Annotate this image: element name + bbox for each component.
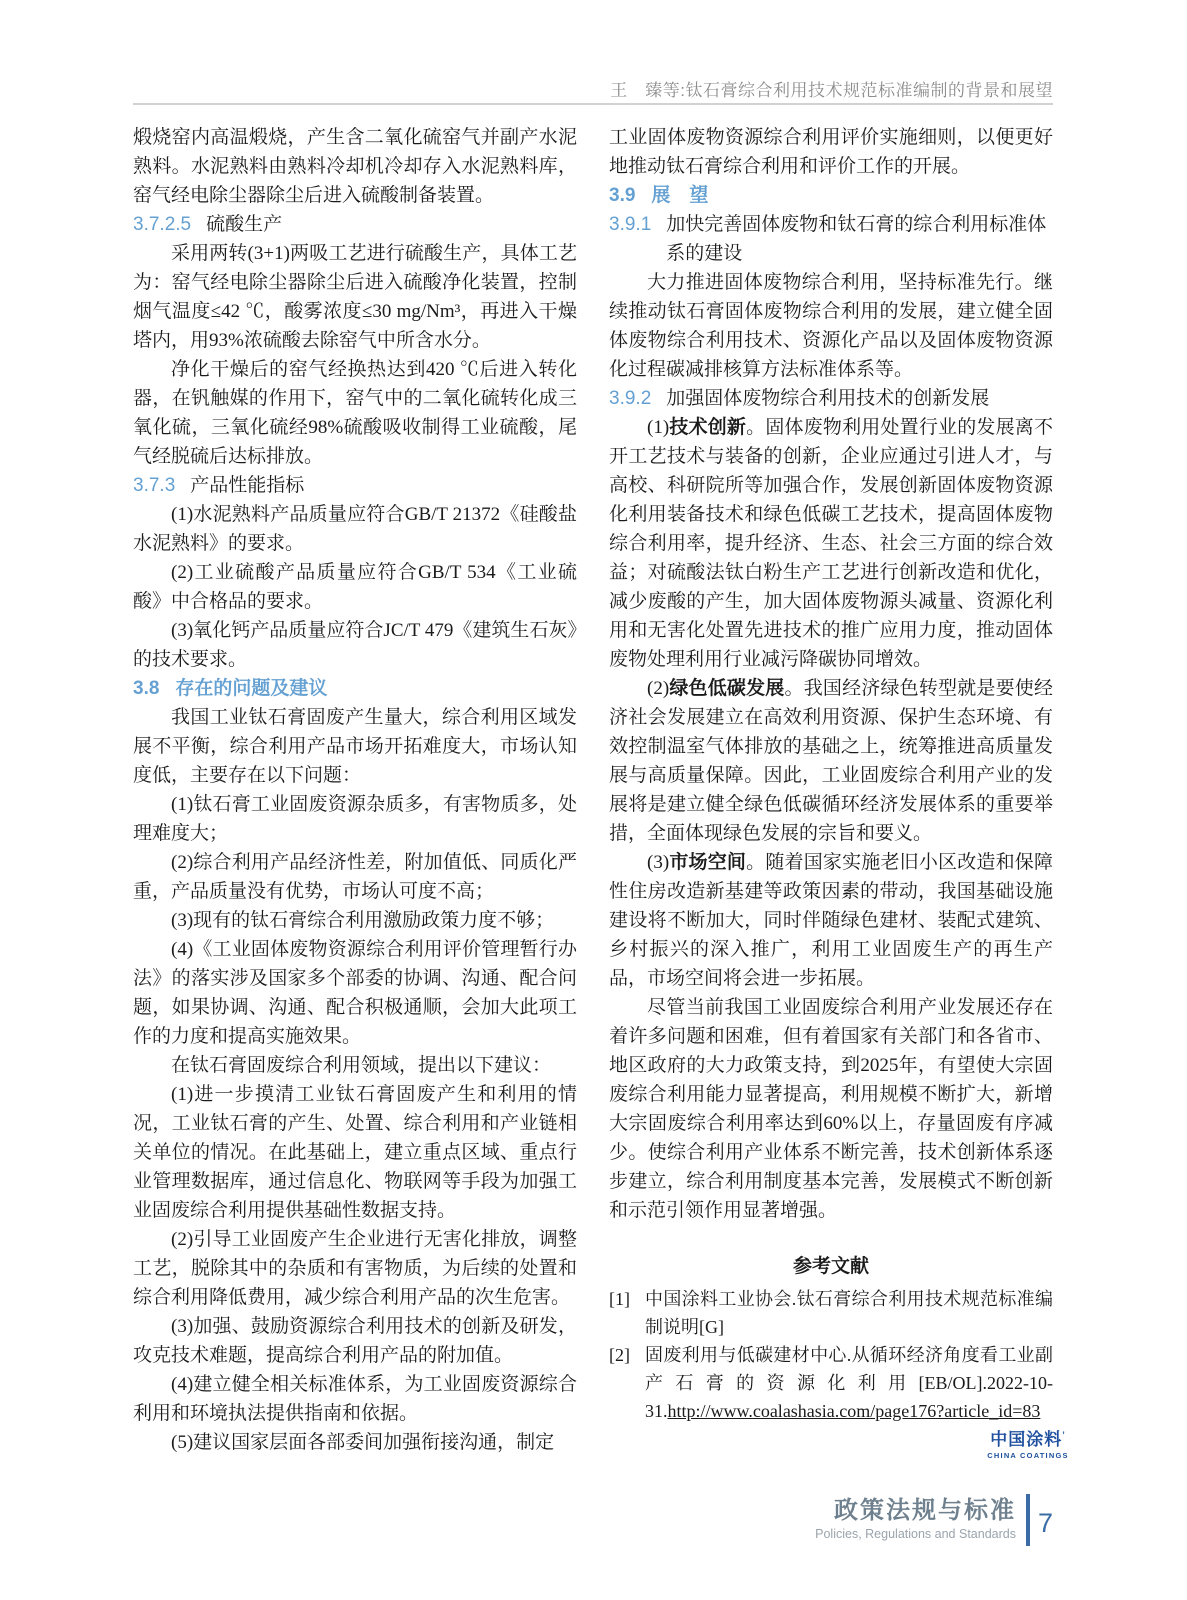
- paragraph: [133, 1370, 577, 1428]
- text-segment: 煅烧窑内高温煅烧，产生含二氧化硫窑气并副产水泥熟料。水泥熟料由熟料冷却机冷却存入水泥熟料库，窑气经电除尘器除尘后进入硫酸制备装置。: [133, 127, 577, 206]
- subsection-title: 加快完善固体废物和钛石膏的综合利用标准体系的建设: [666, 214, 1047, 264]
- reference-label: [2]: [609, 1345, 630, 1365]
- article-body: [133, 123, 1053, 1457]
- section-heading: [133, 674, 577, 703]
- logo-text-cn: 中国涂料’: [990, 1430, 1066, 1449]
- paragraph: [133, 906, 577, 935]
- paragraph: [609, 993, 1053, 1225]
- subsection-heading: [133, 210, 577, 239]
- bold-term: 市场空间: [669, 852, 747, 873]
- paragraph: [133, 848, 577, 906]
- column-left: [133, 123, 577, 1457]
- text-segment: 采用两转(3+1)两吸工艺进行硫酸生产，具体工艺为：窑气经电除尘器除尘后进入硫酸净化装置，控制烟气温度≤42 ℃，酸雾浓度≤30 mg/Nm³，再进入干燥塔内，用93%浓硫酸去除窑气中所含水分。: [133, 243, 577, 351]
- text-segment: (1)水泥熟料产品质量应符合GB/T 21372《硅酸盐水泥熟料》的要求。: [133, 504, 577, 554]
- column-right: [609, 123, 1053, 1457]
- header-rule: [133, 103, 1053, 105]
- text-segment: (1)钛石膏工业固废资源杂质多，有害物质多，处理难度大；: [133, 794, 577, 844]
- reference-text: [645, 1341, 1053, 1425]
- subsection-title: 产品性能指标: [190, 475, 305, 496]
- text-segment: 。随着国家实施老旧小区改造和保障性住房改造新基建等政策因素的带动，我国基础设施建设将不断加大，同时伴随绿色建材、装配式建筑、乡村振兴的深入推广，利用工业固废生产的再生产品，市场空间将会进一步拓展。: [609, 852, 1053, 989]
- section-heading: [609, 181, 1053, 210]
- running-header: 王 臻等:钛石膏综合利用技术规范标准编制的背景和展望: [610, 81, 1053, 100]
- section-number: 3.9: [609, 185, 636, 206]
- logo-text-en: CHINA COATINGS: [987, 1450, 1069, 1460]
- china-coatings-logo: [983, 1430, 1073, 1460]
- paragraph: [133, 1225, 577, 1312]
- paragraph: [609, 848, 1053, 993]
- reference-text: [645, 1285, 1053, 1341]
- references-heading: 参考文献: [792, 1256, 869, 1277]
- page-number: 7: [1037, 1507, 1053, 1538]
- logo-trademark: ’: [1062, 1430, 1066, 1440]
- paragraph: [133, 123, 577, 210]
- text-segment: (3): [647, 852, 670, 873]
- paragraph: [133, 703, 577, 790]
- subsection-title: 加强固体废物综合利用技术的创新发展: [666, 388, 990, 409]
- paragraph: [133, 239, 577, 355]
- text-segment: (2): [647, 678, 670, 699]
- bold-term: 绿色低碳发展: [669, 678, 785, 699]
- paragraph: [609, 674, 1053, 848]
- text-segment: (1): [647, 417, 670, 438]
- text-segment: (2)工业硫酸产品质量应符合GB/T 534《工业硫酸》中合格品的要求。: [133, 562, 577, 612]
- text-segment: 大力推进固体废物综合利用，坚持标准先行。继续推动钛石膏固体废物综合利用的发展，建立健全固体废物综合利用技术、资源化产品以及固体废物资源化过程碳减排核算方法标准体系等。: [609, 272, 1053, 380]
- subsection-number: 3.7.3: [133, 475, 176, 496]
- paragraph: [609, 268, 1053, 384]
- reference-label: [1]: [609, 1289, 630, 1309]
- text-segment: 中国涂料工业协会.钛石膏综合利用技术规范标准编制说明[G]: [645, 1289, 1053, 1337]
- page-footer: [133, 1494, 1053, 1546]
- text-segment: 在钛石膏固废综合利用领域，提出以下建议：: [171, 1055, 552, 1076]
- subsection-heading: [133, 471, 577, 500]
- paragraph: [133, 558, 577, 616]
- text-segment: 净化干燥后的窑气经换热达到420 ℃后进入转化器，在钒触媒的作用下，窑气中的二氧化硫转化成三氧化硫，三氧化硫经98%硫酸吸收制得工业硫酸，尾气经脱硫后达标排放。: [133, 359, 577, 467]
- text-segment: (1)进一步摸清工业钛石膏固废产生和利用的情况，工业钛石膏的产生、处置、综合利用和产业链相关单位的情况。在此基础上，建立重点区域、重点行业管理数据库，通过信息化、物联网等手段为加强工业固废综合利用提供基础性数据支持。: [133, 1084, 577, 1221]
- section-number: 3.8: [133, 678, 160, 699]
- text-segment: 尽管当前我国工业固废综合利用产业发展还存在着许多问题和困难，但有着国家有关部门和各省市、地区政府的大力政策支持，到2025年，有望使大宗固废综合利用能力显著提高，利用规模不断扩大，新增大宗固废综合利用率达到60%以上，存量固废有序减少。使综合利用产业体系不断完善，技术创新体系逐步建立，综合利用制度基本完善，发展模式不断创新和示范引领作用显著增强。: [609, 997, 1053, 1221]
- text-segment: (4)建立健全相关标准体系，为工业固废资源综合利用和环境执法提供指南和依据。: [133, 1374, 577, 1424]
- footer-section-titles: [815, 1497, 1016, 1542]
- text-segment: 工业固体废物资源综合利用评价实施细则，以便更好地推动钛石膏综合利用和评价工作的开展。: [609, 127, 1053, 177]
- text-segment: (3)现有的钛石膏综合利用激励政策力度不够；: [171, 910, 555, 931]
- section-title: 存在的问题及建议: [175, 678, 328, 699]
- paragraph: [133, 1051, 577, 1080]
- references-section: [609, 1253, 1053, 1425]
- footer-section-title-en: Policies, Regulations and Standards: [815, 1527, 1016, 1542]
- reference-item: [609, 1341, 1053, 1425]
- paragraph: [133, 1080, 577, 1225]
- paragraph: [133, 1428, 577, 1457]
- text-segment: 我国工业钛石膏固废产生量大，综合利用区域发展不平衡，综合利用产品市场开拓难度大，市场认知度低，主要存在以下问题：: [133, 707, 577, 786]
- subsection-title: 硫酸生产: [206, 214, 283, 235]
- subsection-number: 3.7.2.5: [133, 214, 192, 235]
- text-segment: 。固体废物利用处置行业的发展离不开工艺技术与装备的创新，企业应通过引进人才，与高校、科研院所等加强合作，发展创新固体废物资源化利用装备技术和绿色低碳工艺技术，提高固体废物综合利用率，提升经济、生态、社会三方面的综合效益；对硫酸法钛白粉生产工艺进行创新改造和优化，减少废酸的产生，加大固体废物源头减量、资源化利用和无害化处置先进技术的推广应用力度，推动固体废物处理利用行业减污降碳协同增效。: [609, 417, 1053, 670]
- reference-url: http://www.coalashasia.com/page176?article_id=83: [667, 1401, 1041, 1421]
- paragraph: [133, 935, 577, 1051]
- paragraph: [609, 123, 1053, 181]
- text-segment: (3)氧化钙产品质量应符合JC/T 479《建筑生石灰》的技术要求。: [133, 620, 577, 670]
- text-segment: 。我国经济绿色转型就是要使经济社会发展建立在高效利用资源、保护生态环境、有效控制温室气体排放的基础之上，统筹推进高质量发展与高质量保障。因此，工业固废综合利用产业的发展将是建立健全绿色低碳循环经济发展体系的重要举措，全面体现绿色发展的宗旨和要义。: [609, 678, 1053, 844]
- text-segment: (2)综合利用产品经济性差，附加值低、同质化严重，产品质量没有优势，市场认可度不高；: [133, 852, 577, 902]
- subsection-heading: [609, 384, 1053, 413]
- paragraph: [609, 413, 1053, 674]
- bold-term: 技术创新: [669, 417, 747, 438]
- footer-divider: [1026, 1494, 1030, 1546]
- paragraph: [133, 355, 577, 471]
- section-title: 展 望: [651, 185, 709, 206]
- text-segment: 固废利用与低碳建材中心.从循环经济角度看工业副产石膏的资源化利用[EB/OL].2022-10-31.: [645, 1345, 1053, 1421]
- paragraph: [133, 616, 577, 674]
- paragraph: [133, 500, 577, 558]
- paragraph: [133, 1312, 577, 1370]
- paragraph: [133, 790, 577, 848]
- text-segment: (2)引导工业固废产生企业进行无害化排放，调整工艺，脱除其中的杂质和有害物质，为后续的处置和综合利用降低费用，减少综合利用产品的次生危害。: [133, 1229, 577, 1308]
- text-segment: (4)《工业固体废物资源综合利用评价管理暂行办法》的落实涉及国家多个部委的协调、沟通、配合问题，如果协调、沟通、配合积极通顺，会加大此项工作的力度和提高实施效果。: [133, 939, 577, 1047]
- subsection-heading: [609, 210, 1053, 268]
- reference-item: [609, 1285, 1053, 1341]
- subsection-number: 3.9.1: [609, 214, 652, 235]
- text-segment: (3)加强、鼓励资源综合利用技术的创新及研发，攻克技术难题，提高综合利用产品的附加值。: [133, 1316, 577, 1366]
- subsection-number: 3.9.2: [609, 388, 652, 409]
- text-segment: (5)建议国家层面各部委间加强衔接沟通，制定: [171, 1432, 555, 1453]
- footer-section-title-cn: 政策法规与标准: [833, 1497, 1016, 1525]
